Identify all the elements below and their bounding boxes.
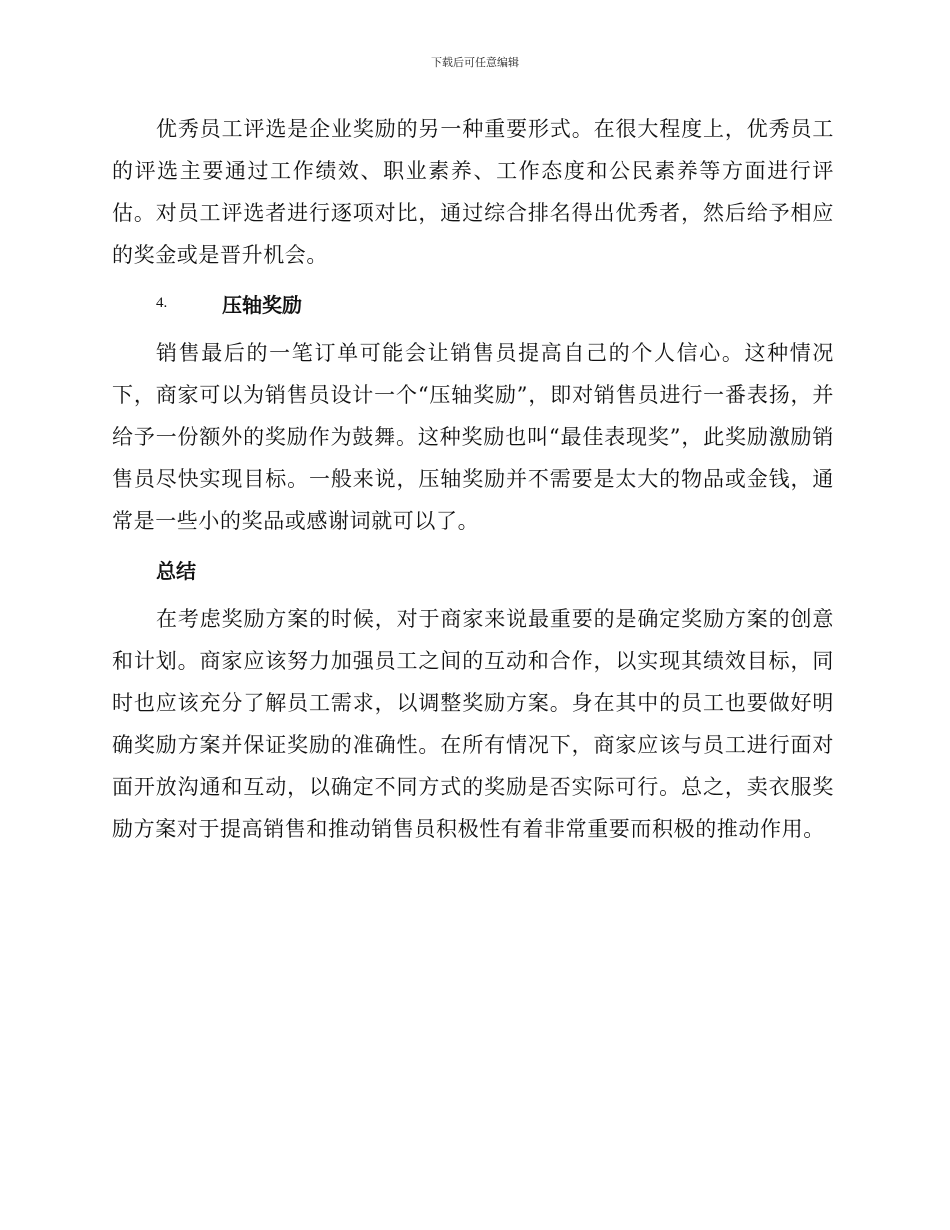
section-heading-4 (112, 282, 834, 324)
paragraph-employee-selection: 优秀员工评选是企业奖励的另一种重要形式。在很大程度上，优秀员工的评选主要通过工作绩效、职业素养、工作态度和公民素养等方面进行评估。对员工评选者进行逐项对比，通过综合排名得出优秀者，然后给予相应的奖金或是晋升机会。 (112, 117, 834, 267)
paragraph-summary: 在考虑奖励方案的时候，对于商家来说最重要的是确定奖励方案的创意和计划。商家应该努力加强员工之间的互动和合作，以实现其绩效目标，同时也应该充分了解员工需求，以调整奖励方案。身在其中的员工也要做好明确奖励方案并保证奖励的准确性。在所有情况下，商家应该与员工进行面对面开放沟通和互动，以确定不同方式的奖励是否实际可行。总之，卖衣服奖励方案对于提高销售和推动销售员积极性有着非常重要而积极的推动作用。 (112, 607, 834, 841)
header-note: 下载后可任意编辑 (431, 56, 519, 69)
section-number: 4. (156, 294, 168, 311)
summary-heading: 总结 (156, 558, 196, 583)
section-title: 压轴奖励 (222, 292, 302, 317)
document-body (112, 108, 834, 850)
paragraph-closing-reward: 销售最后的一笔订单可能会让销售员提高自己的个人信心。这种情况下，商家可以为销售员设计一个“压轴奖励”，即对销售员进行一番表扬，并给予一份额外的奖励作为鼓舞。这种奖励也叫“最佳表现奖”，此奖励激励销售员尽快实现目标。一般来说，压轴奖励并不需要是太大的物品或金钱，通常是一些小的奖品或感谢词就可以了。 (112, 341, 834, 533)
